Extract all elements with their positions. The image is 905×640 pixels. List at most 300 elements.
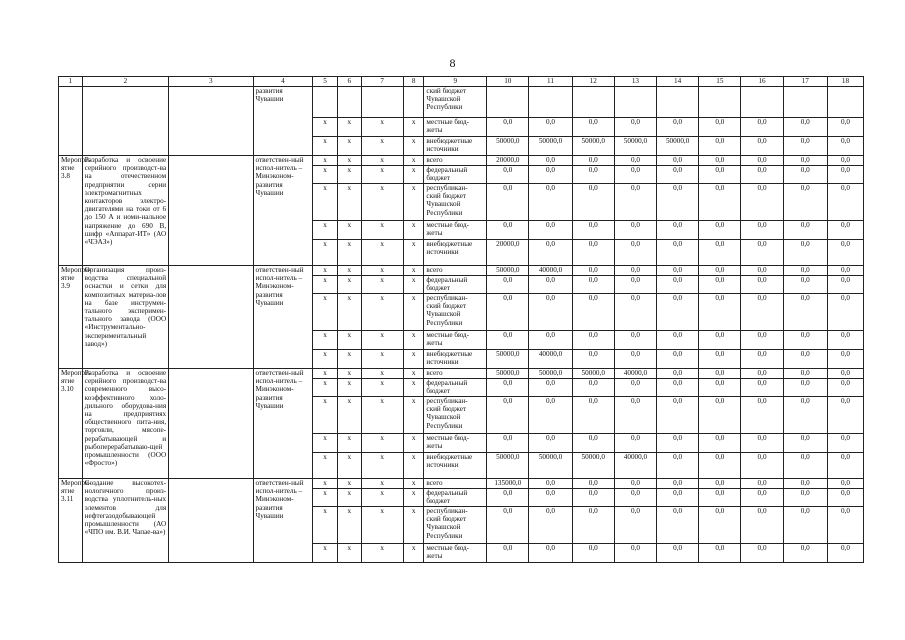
funding-source-cell: федеральный бюджет xyxy=(424,276,487,294)
code-flag-cell: x xyxy=(361,397,403,434)
amount-cell: 0,0 xyxy=(827,221,863,240)
amount-cell: 0,0 xyxy=(827,240,863,266)
amount-cell: 0,0 xyxy=(827,369,863,379)
amount-cell: 0,0 xyxy=(657,489,699,507)
amount-cell: 0,0 xyxy=(699,137,741,156)
amount-cell: 0,0 xyxy=(487,276,529,294)
code-flag-cell: x xyxy=(361,453,403,479)
code-flag-cell: x xyxy=(337,379,361,397)
amount-cell: 0,0 xyxy=(783,276,827,294)
amount-cell: 0,0 xyxy=(657,294,699,331)
amount-cell: 0,0 xyxy=(699,118,741,137)
amount-cell: 50000,0 xyxy=(572,137,614,156)
amount-cell: 0,0 xyxy=(529,331,572,350)
measure-name-cell: Организация произ-водства специальной оснастки и сетки для композитных материа-лов на базе инструмен-тального эксперимен-тального завода (ООО «Инструментально-экспериментальный завод») xyxy=(82,266,168,369)
amount-cell: 0,0 xyxy=(741,453,783,479)
measure-cell: Меропри- ятие 3.11 xyxy=(59,479,83,563)
code-flag-cell: x xyxy=(361,166,403,184)
code-flag-cell: x xyxy=(313,350,338,369)
amount-cell: 0,0 xyxy=(487,379,529,397)
code-flag-cell: x xyxy=(403,266,424,276)
amount-cell: 0,0 xyxy=(657,350,699,369)
funding-source-cell: федеральный бюджет xyxy=(424,489,487,507)
amount-cell: 0,0 xyxy=(529,489,572,507)
code-flag-cell: x xyxy=(313,489,338,507)
amount-cell: 0,0 xyxy=(572,266,614,276)
amount-cell: 40000,0 xyxy=(614,369,656,379)
code-flag-cell: x xyxy=(337,266,361,276)
code-flag-cell: x xyxy=(361,507,403,544)
amount-cell: 40000,0 xyxy=(529,350,572,369)
column-number: 7 xyxy=(361,77,403,87)
amount-cell: 50000,0 xyxy=(487,369,529,379)
amount-cell: 0,0 xyxy=(741,507,783,544)
code-flag-cell: x xyxy=(313,276,338,294)
code-flag-cell: x xyxy=(403,397,424,434)
code-flag-cell: x xyxy=(361,240,403,266)
measure-name-cell: Разработка и освоение серийного производст-ва на отечественном предприятии серии электромагнитных контакторов электро-двигателями на токи от 6 до 150 А и номи-нальное напряжение до 690 В, шифр «Аппарат-ИТ» (АО «ЧЭАЗ») xyxy=(82,156,168,266)
amount-cell: 0,0 xyxy=(783,350,827,369)
funding-source-cell: федеральный бюджет xyxy=(424,379,487,397)
amount-cell: 0,0 xyxy=(827,184,863,221)
amount-cell: 0,0 xyxy=(699,240,741,266)
amount-cell: 0,0 xyxy=(699,276,741,294)
amount-cell: 50000,0 xyxy=(487,266,529,276)
column-number: 3 xyxy=(169,77,253,87)
amount-cell: 0,0 xyxy=(572,350,614,369)
amount-cell: 0,0 xyxy=(657,166,699,184)
amount-cell: 50000,0 xyxy=(657,137,699,156)
amount-cell: 0,0 xyxy=(572,166,614,184)
amount-cell xyxy=(827,87,863,118)
code-flag-cell: x xyxy=(337,184,361,221)
amount-cell: 40000,0 xyxy=(529,266,572,276)
code-flag-cell: x xyxy=(313,221,338,240)
budget-table xyxy=(58,76,864,563)
funding-source-cell: местные бюд- жеты xyxy=(424,331,487,350)
executor-cell: ответствен-ный испол-нитель – Минэконом-развития Чувашии xyxy=(253,266,313,369)
amount-cell: 0,0 xyxy=(827,544,863,563)
code-flag-cell: x xyxy=(403,331,424,350)
code-flag-cell: x xyxy=(337,507,361,544)
amount-cell: 0,0 xyxy=(614,331,656,350)
amount-cell: 0,0 xyxy=(827,294,863,331)
amount-cell: 0,0 xyxy=(614,221,656,240)
code-flag-cell: x xyxy=(361,118,403,137)
amount-cell: 0,0 xyxy=(614,507,656,544)
code-flag-cell: x xyxy=(361,221,403,240)
amount-cell xyxy=(741,87,783,118)
column-number: 15 xyxy=(699,77,741,87)
code-flag-cell: x xyxy=(337,397,361,434)
amount-cell: 0,0 xyxy=(614,379,656,397)
amount-cell: 0,0 xyxy=(741,118,783,137)
code-flag-cell: x xyxy=(403,479,424,489)
amount-cell: 0,0 xyxy=(783,479,827,489)
code-flag-cell: x xyxy=(361,331,403,350)
amount-cell: 0,0 xyxy=(614,479,656,489)
amount-cell: 0,0 xyxy=(827,331,863,350)
amount-cell: 0,0 xyxy=(657,184,699,221)
amount-cell: 0,0 xyxy=(529,276,572,294)
funding-source-cell: всего xyxy=(424,156,487,166)
amount-cell: 0,0 xyxy=(741,369,783,379)
amount-cell: 0,0 xyxy=(572,221,614,240)
amount-cell: 0,0 xyxy=(657,118,699,137)
amount-cell xyxy=(657,87,699,118)
header-row xyxy=(59,77,864,87)
amount-cell: 0,0 xyxy=(827,276,863,294)
amount-cell: 0,0 xyxy=(783,221,827,240)
column-number: 13 xyxy=(614,77,656,87)
amount-cell xyxy=(699,87,741,118)
amount-cell: 50000,0 xyxy=(487,453,529,479)
column-number: 8 xyxy=(403,77,424,87)
code-flag-cell: x xyxy=(337,240,361,266)
executor-cell: ответствен-ный испол-нитель – Минэконом-развития Чувашии xyxy=(253,156,313,266)
code-flag-cell: x xyxy=(337,166,361,184)
amount-cell: 0,0 xyxy=(699,434,741,453)
funding-source-cell: местные бюд- жеты xyxy=(424,221,487,240)
code-flag-cell: x xyxy=(337,369,361,379)
column-number: 12 xyxy=(572,77,614,87)
funding-source-cell: всего xyxy=(424,479,487,489)
code-flag-cell: x xyxy=(403,489,424,507)
amount-cell: 0,0 xyxy=(827,434,863,453)
amount-cell: 50000,0 xyxy=(529,137,572,156)
amount-cell: 0,0 xyxy=(572,379,614,397)
amount-cell: 0,0 xyxy=(827,397,863,434)
empty-cell xyxy=(169,369,253,479)
empty-cell xyxy=(169,479,253,563)
budget-body xyxy=(59,77,864,563)
code-flag-cell: x xyxy=(361,156,403,166)
amount-cell: 0,0 xyxy=(783,507,827,544)
code-flag-cell: x xyxy=(403,434,424,453)
amount-cell: 0,0 xyxy=(741,184,783,221)
code-flag-cell: x xyxy=(403,184,424,221)
amount-cell: 0,0 xyxy=(529,544,572,563)
amount-cell: 0,0 xyxy=(614,184,656,221)
code-flag-cell: x xyxy=(313,266,338,276)
amount-cell: 0,0 xyxy=(614,397,656,434)
amount-cell: 0,0 xyxy=(529,156,572,166)
column-number: 11 xyxy=(529,77,572,87)
amount-cell: 0,0 xyxy=(572,544,614,563)
measure-cell xyxy=(59,87,83,156)
amount-cell: 0,0 xyxy=(827,507,863,544)
code-flag-cell: x xyxy=(361,369,403,379)
column-number: 5 xyxy=(313,77,338,87)
amount-cell: 0,0 xyxy=(741,156,783,166)
amount-cell: 0,0 xyxy=(699,221,741,240)
funding-source-cell: внебюджетные источники xyxy=(424,240,487,266)
amount-cell: 0,0 xyxy=(783,544,827,563)
code-flag-cell: x xyxy=(337,276,361,294)
amount-cell: 0,0 xyxy=(783,118,827,137)
amount-cell: 50000,0 xyxy=(487,137,529,156)
amount-cell: 0,0 xyxy=(572,118,614,137)
code-flag-cell: x xyxy=(361,434,403,453)
funding-source-cell: внебюджетные источники xyxy=(424,137,487,156)
code-flag-cell: x xyxy=(337,118,361,137)
amount-cell: 0,0 xyxy=(572,276,614,294)
measure-cell: Меропри- ятие 3.10 xyxy=(59,369,83,479)
funding-source-cell: федеральный бюджет xyxy=(424,166,487,184)
amount-cell: 50000,0 xyxy=(529,453,572,479)
amount-cell: 0,0 xyxy=(741,221,783,240)
code-flag-cell: x xyxy=(337,156,361,166)
code-flag-cell: x xyxy=(403,118,424,137)
funding-source-cell: республикан- ский бюджет Чувашской Республики xyxy=(424,507,487,544)
executor-cell: развития Чувашии xyxy=(253,87,313,156)
amount-cell: 0,0 xyxy=(827,118,863,137)
code-flag-cell: x xyxy=(313,369,338,379)
amount-cell: 0,0 xyxy=(827,166,863,184)
amount-cell: 0,0 xyxy=(487,397,529,434)
amount-cell: 0,0 xyxy=(741,489,783,507)
amount-cell: 0,0 xyxy=(487,294,529,331)
code-flag-cell: x xyxy=(337,434,361,453)
code-flag-cell: x xyxy=(361,294,403,331)
amount-cell: 0,0 xyxy=(699,369,741,379)
amount-cell: 0,0 xyxy=(529,507,572,544)
amount-cell: 0,0 xyxy=(657,453,699,479)
amount-cell: 0,0 xyxy=(487,544,529,563)
amount-cell: 0,0 xyxy=(827,156,863,166)
code-flag-cell: x xyxy=(337,489,361,507)
amount-cell: 0,0 xyxy=(741,166,783,184)
amount-cell: 0,0 xyxy=(572,507,614,544)
amount-cell: 0,0 xyxy=(699,453,741,479)
code-flag-cell: x xyxy=(337,544,361,563)
amount-cell: 0,0 xyxy=(657,240,699,266)
amount-cell: 0,0 xyxy=(572,331,614,350)
column-number: 2 xyxy=(82,77,168,87)
code-flag-cell: x xyxy=(361,544,403,563)
amount-cell: 0,0 xyxy=(699,489,741,507)
amount-cell: 0,0 xyxy=(827,379,863,397)
amount-cell: 0,0 xyxy=(614,294,656,331)
amount-cell: 0,0 xyxy=(783,489,827,507)
code-flag-cell: x xyxy=(361,137,403,156)
funding-source-cell: ский бюджет Чувашской Республики xyxy=(424,87,487,118)
code-flag-cell: x xyxy=(403,240,424,266)
funding-source-cell: местные бюд- жеты xyxy=(424,434,487,453)
amount-cell: 50000,0 xyxy=(487,350,529,369)
column-number: 6 xyxy=(337,77,361,87)
amount-cell: 0,0 xyxy=(614,276,656,294)
measure-name-cell xyxy=(82,87,168,156)
amount-cell: 0,0 xyxy=(741,379,783,397)
funding-source-cell: республикан- ский бюджет Чувашской Республики xyxy=(424,397,487,434)
amount-cell: 0,0 xyxy=(657,369,699,379)
amount-cell: 0,0 xyxy=(741,137,783,156)
code-flag-cell: x xyxy=(403,350,424,369)
amount-cell: 0,0 xyxy=(783,240,827,266)
amount-cell: 0,0 xyxy=(699,350,741,369)
code-flag-cell xyxy=(361,87,403,118)
amount-cell: 0,0 xyxy=(487,184,529,221)
empty-cell xyxy=(169,266,253,369)
code-flag-cell: x xyxy=(361,489,403,507)
column-number: 14 xyxy=(657,77,699,87)
amount-cell: 0,0 xyxy=(614,240,656,266)
code-flag-cell xyxy=(337,87,361,118)
amount-cell: 0,0 xyxy=(827,479,863,489)
table-row xyxy=(59,87,864,118)
measure-name-cell: Разработка и освоение серийного производст-ва современного высо-коэффективного холо-дильного оборудова-ния на предприятиях общественного пита-ния, торговли, мясопе-рерабатывающей и рыбоперерабатываю-щей промышленности (ООО «Фросто») xyxy=(82,369,168,479)
amount-cell xyxy=(487,87,529,118)
amount-cell: 0,0 xyxy=(572,156,614,166)
code-flag-cell: x xyxy=(403,544,424,563)
amount-cell: 135000,0 xyxy=(487,479,529,489)
funding-source-cell: внебюджетные источники xyxy=(424,350,487,369)
amount-cell: 0,0 xyxy=(657,156,699,166)
amount-cell: 0,0 xyxy=(783,156,827,166)
amount-cell: 50000,0 xyxy=(529,369,572,379)
code-flag-cell: x xyxy=(361,184,403,221)
amount-cell xyxy=(572,87,614,118)
amount-cell xyxy=(529,87,572,118)
code-flag-cell: x xyxy=(337,479,361,489)
amount-cell: 0,0 xyxy=(487,118,529,137)
page-number: 8 xyxy=(449,56,456,70)
code-flag-cell: x xyxy=(403,137,424,156)
code-flag-cell: x xyxy=(361,266,403,276)
amount-cell: 0,0 xyxy=(783,266,827,276)
amount-cell: 0,0 xyxy=(699,166,741,184)
amount-cell: 50000,0 xyxy=(614,137,656,156)
amount-cell: 0,0 xyxy=(657,507,699,544)
code-flag-cell: x xyxy=(403,221,424,240)
code-flag-cell: x xyxy=(403,453,424,479)
amount-cell: 0,0 xyxy=(572,479,614,489)
amount-cell: 50000,0 xyxy=(572,369,614,379)
amount-cell: 0,0 xyxy=(657,379,699,397)
amount-cell: 0,0 xyxy=(741,276,783,294)
code-flag-cell: x xyxy=(337,453,361,479)
amount-cell: 0,0 xyxy=(614,266,656,276)
amount-cell: 0,0 xyxy=(614,156,656,166)
amount-cell: 0,0 xyxy=(741,350,783,369)
column-number: 17 xyxy=(783,77,827,87)
amount-cell: 0,0 xyxy=(657,434,699,453)
amount-cell: 0,0 xyxy=(699,184,741,221)
code-flag-cell: x xyxy=(313,507,338,544)
amount-cell: 0,0 xyxy=(572,489,614,507)
amount-cell: 0,0 xyxy=(529,240,572,266)
code-flag-cell: x xyxy=(313,294,338,331)
code-flag-cell: x xyxy=(313,453,338,479)
funding-source-cell: республикан- ский бюджет Чувашской Республики xyxy=(424,184,487,221)
amount-cell: 0,0 xyxy=(614,166,656,184)
table-row xyxy=(59,266,864,276)
funding-source-cell: внебюджетные источники xyxy=(424,453,487,479)
amount-cell: 0,0 xyxy=(783,331,827,350)
amount-cell: 0,0 xyxy=(783,166,827,184)
amount-cell: 0,0 xyxy=(572,184,614,221)
amount-cell: 0,0 xyxy=(529,397,572,434)
amount-cell: 0,0 xyxy=(741,240,783,266)
empty-cell xyxy=(169,87,253,156)
amount-cell: 0,0 xyxy=(487,434,529,453)
amount-cell: 0,0 xyxy=(529,479,572,489)
funding-source-cell: всего xyxy=(424,369,487,379)
amount-cell: 0,0 xyxy=(741,397,783,434)
code-flag-cell: x xyxy=(337,350,361,369)
amount-cell: 0,0 xyxy=(657,266,699,276)
amount-cell: 0,0 xyxy=(614,434,656,453)
code-flag-cell: x xyxy=(403,276,424,294)
amount-cell: 0,0 xyxy=(614,118,656,137)
amount-cell: 0,0 xyxy=(783,137,827,156)
column-number: 9 xyxy=(424,77,487,87)
measure-name-cell: Создание высокотех-нологичного произ-водства уплотнитель-ных элементов для нефтегазодобывающей промышленности (АО «ЧПО им. В.И. Чапае-ва») xyxy=(82,479,168,563)
amount-cell: 0,0 xyxy=(657,397,699,434)
amount-cell: 0,0 xyxy=(741,434,783,453)
code-flag-cell: x xyxy=(337,137,361,156)
code-flag-cell: x xyxy=(313,240,338,266)
amount-cell: 0,0 xyxy=(827,489,863,507)
table-row xyxy=(59,479,864,489)
amount-cell: 0,0 xyxy=(741,294,783,331)
code-flag-cell: x xyxy=(337,331,361,350)
amount-cell: 0,0 xyxy=(487,221,529,240)
code-flag-cell: x xyxy=(313,544,338,563)
amount-cell: 0,0 xyxy=(783,294,827,331)
amount-cell: 0,0 xyxy=(529,166,572,184)
amount-cell: 0,0 xyxy=(741,479,783,489)
funding-source-cell: местные бюд- жеты xyxy=(424,544,487,563)
empty-cell xyxy=(169,156,253,266)
column-number: 18 xyxy=(827,77,863,87)
amount-cell: 0,0 xyxy=(783,397,827,434)
amount-cell: 20000,0 xyxy=(487,156,529,166)
amount-cell: 0,0 xyxy=(529,434,572,453)
amount-cell: 0,0 xyxy=(657,544,699,563)
amount-cell: 0,0 xyxy=(657,331,699,350)
amount-cell: 0,0 xyxy=(657,479,699,489)
code-flag-cell: x xyxy=(313,118,338,137)
amount-cell: 0,0 xyxy=(699,379,741,397)
amount-cell: 0,0 xyxy=(614,350,656,369)
amount-cell: 0,0 xyxy=(699,479,741,489)
code-flag-cell: x xyxy=(361,350,403,369)
amount-cell: 0,0 xyxy=(487,166,529,184)
executor-cell: ответствен-ный испол-нитель – Минэконом-развития Чувашии xyxy=(253,479,313,563)
code-flag-cell: x xyxy=(403,379,424,397)
amount-cell xyxy=(614,87,656,118)
amount-cell: 0,0 xyxy=(487,507,529,544)
code-flag-cell: x xyxy=(403,166,424,184)
code-flag-cell: x xyxy=(403,507,424,544)
code-flag-cell: x xyxy=(337,294,361,331)
amount-cell: 0,0 xyxy=(783,434,827,453)
code-flag-cell: x xyxy=(313,379,338,397)
amount-cell: 0,0 xyxy=(529,294,572,331)
amount-cell: 0,0 xyxy=(783,369,827,379)
amount-cell: 0,0 xyxy=(614,489,656,507)
amount-cell: 0,0 xyxy=(529,118,572,137)
table-row xyxy=(59,156,864,166)
amount-cell: 0,0 xyxy=(572,240,614,266)
amount-cell: 0,0 xyxy=(827,266,863,276)
column-number: 1 xyxy=(59,77,83,87)
code-flag-cell: x xyxy=(313,434,338,453)
amount-cell: 0,0 xyxy=(699,544,741,563)
code-flag-cell: x xyxy=(313,397,338,434)
